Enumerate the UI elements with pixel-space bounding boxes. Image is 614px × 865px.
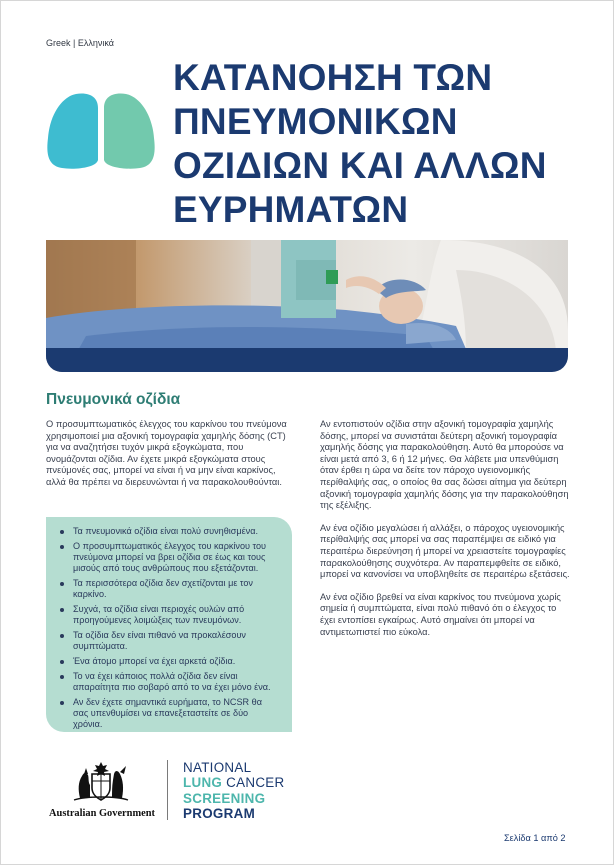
program-logo-line: SCREENING: [183, 790, 266, 806]
page-number: Σελίδα 1 από 2: [504, 833, 566, 843]
program-logo-line: NATIONAL: [183, 760, 252, 775]
program-logo-line: PROGRAM: [183, 805, 256, 821]
title-line: ΟΖΙΔΙΩΝ ΚΑΙ ΑΛΛΩΝ: [173, 145, 547, 186]
title-line: ΕΥΡΗΜΑΤΩΝ: [173, 189, 409, 230]
title-line: ΚΑΤΑΝΟΗΣΗ ΤΩΝ: [173, 57, 493, 98]
key-facts-callout: [46, 517, 292, 732]
hero-photo-illustration: [46, 240, 568, 372]
list-item: Τα περισσότερα οζίδια δεν σχετίζονται με τον καρκίνο.: [58, 578, 278, 600]
cancer-paragraph: Αν ένα οζίδιο βρεθεί να είναι καρκίνος του πνεύμονα χωρίς σημεία ή συμπτώματα, είναι πολύ πιθανό ότι ο έλεγχος το έχει εντοπίσει εγκαίρως. Αυτό σημαίνει ότι μπορεί να αντιμετωπιστεί πιο εύκολα.: [320, 591, 561, 637]
australian-government-logo: [46, 758, 158, 828]
followup-paragraph: Αν εντοπιστούν οζίδια στην αξονική τομογραφία χαμηλής δόσης, μπορεί να συνιστάται δεύτερη αξονική τομογραφία χαμηλής δόσης για παρακολούθηση. Αυτό θα μπορούσε να είναι μετά από 3, 6 ή 12 μήνες. Θα λάβετε μια υπενθύμιση όταν έρθει η ώρα να δείτε τον πάροχο υγειονομικής περίθαλψής σας, ο οποίος θα σας δώσει αίτημα για δεύτερη αξονική τομογραφία χαμηλής δόσης για την παρακολούθηση της εξέλιξης.: [320, 419, 569, 511]
coat-of-arms-icon: [70, 758, 132, 802]
key-facts-list: [58, 526, 278, 730]
list-item: Τα οζίδια δεν είναι πιθανό να προκαλέσουν συμπτώματα.: [58, 630, 278, 652]
intro-paragraph: Ο προσυμπτωματικός έλεγχος του καρκίνου του πνεύμονα χρησιμοποιεί μια αξονική τομογραφία χαμηλής δόσης (CT) για να αναζητήσει τυχόν μικρά εξογκώματα, που ονομάζονται οζίδια. Αν έχετε μικρά εξογκώματα στους πνεύμονές σας, μπορεί να είναι ή να μην είναι καρκίνος, αλλά θα πρέπει να διερευνώνται ή να παρακολουθούνται.: [46, 419, 287, 487]
growth-paragraph: Αν ένα οζίδιο μεγαλώσει ή αλλάξει, ο πάροχος υγειονομικής περίθαλψής σας μπορεί να σας παραπέμψει σε ειδικό για περαιτέρω διερεύνηση ή μπορεί να χρειαστείτε τομογραφίες παρακολούθησης συχνότερα. Αν παραπεμφθείτε σε ειδικό, μπορεί να κανονίσει να υποβληθείτε σε περαιτέρω εξετάσεις.: [320, 522, 570, 580]
list-item: Ο προσυμπτωματικός έλεγχος του καρκίνου του πνεύμονα μπορεί να βρει οζίδια σε έως και τους μισούς από τους ανθρώπους που εξετάζονται.: [58, 541, 278, 575]
page-title: [173, 56, 573, 232]
logo-divider: [167, 760, 168, 820]
title-line: ΠΝΕΥΜΟΝΙΚΩΝ: [173, 101, 458, 142]
language-label: Greek | Ελληνικά: [46, 38, 114, 48]
left-lung-icon: [47, 94, 98, 169]
right-column: [320, 419, 570, 649]
right-lung-icon: [104, 94, 155, 169]
list-item: Ένα άτομο μπορεί να έχει αρκετά οζίδια.: [58, 656, 278, 667]
list-item: Αν δεν έχετε σημαντικά ευρήματα, το NCSR θα σας υπενθυμίσει να επανεξεταστείτε σε δύο χρόνια.: [58, 697, 278, 731]
program-logo-word: LUNG: [183, 775, 223, 791]
list-item: Τα πνευμονικά οζίδια είναι πολύ συνηθισμένα.: [58, 526, 278, 537]
government-name: Australian Government: [49, 808, 155, 819]
list-item: Συχνά, τα οζίδια είναι περιοχές ουλών από προηγούμενες λοιμώξεις των πνευμόνων.: [58, 604, 278, 626]
program-logo-line: [183, 775, 285, 790]
program-logo-word: CANCER: [222, 775, 285, 791]
program-logo: [183, 760, 285, 821]
lungs-icon: [46, 88, 156, 170]
section-title: Πνευμονικά οζίδια: [46, 391, 181, 408]
list-item: Το να έχει κάποιος πολλά οζίδια δεν είναι απαραίτητα πιο σοβαρό από το να έχει μόνο ένα.: [58, 671, 278, 693]
hero-photo: [46, 240, 568, 372]
